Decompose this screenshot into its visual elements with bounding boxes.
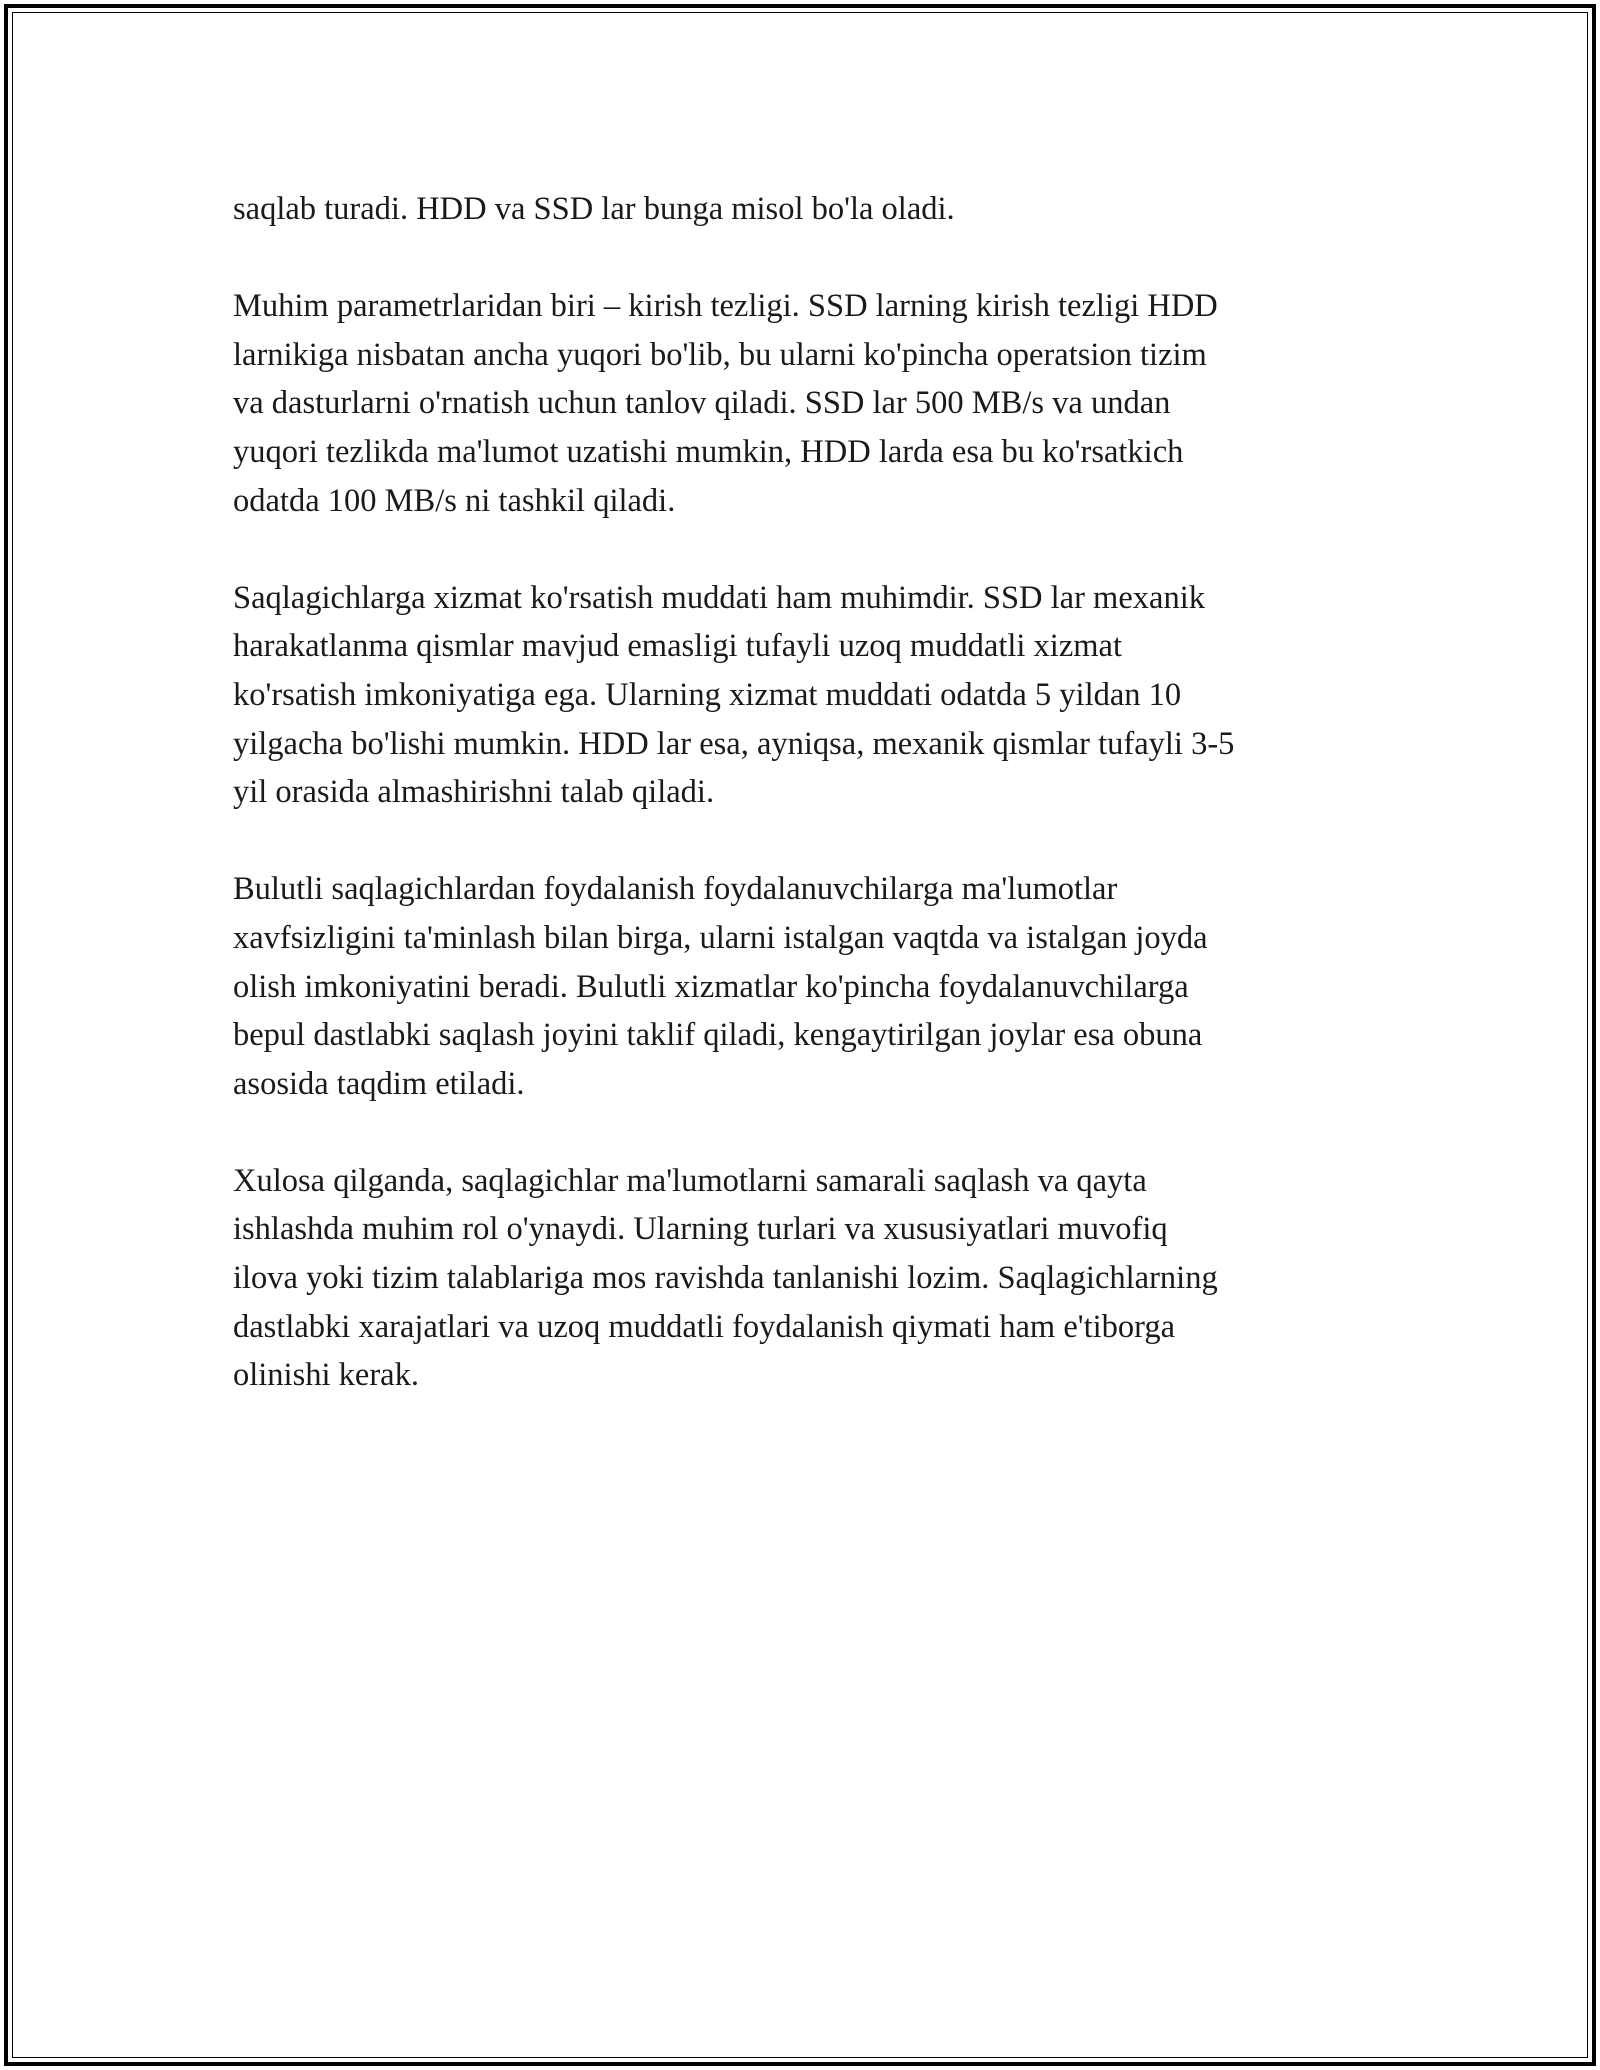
document-body xyxy=(233,185,1378,1448)
paragraph-service-life: Saqlagichlarga xizmat ko'rsatish muddati ham muhimdir. SSD lar mexanik harakatlanma qismlar mavjud emasligi tufayli uzoq muddatli xizmat ko'rsatish imkoniyatiga ega. Ularning xizmat muddati odatda 5 yildan 10 yilgacha bo'lishi mumkin. HDD lar esa, ayniqsa, mexanik qismlar tufayli 3-5 yil orasida almashirishni talab qiladi. xyxy=(233,579,1235,811)
paragraph-cloud-storage: Bulutli saqlagichlardan foydalanish foydalanuvchilarga ma'lumotlar xavfsizligini ta'minlash bilan birga, ularni istalgan vaqtda va istalgan joyda olish imkoniyatini beradi. Bulutli xizmatlar ko'pincha foydalanuvchilarga bepul dastlabki saqlash joyini taklif qiladi, kengaytirilgan joylar esa obuna asosida taqdim etiladi. xyxy=(233,871,1208,1102)
paragraph-continuation: saqlab turadi. HDD va SSD lar bunga misol bo'la oladi. xyxy=(233,191,955,227)
paragraph-access-speed: Muhim parametrlaridan biri – kirish tezligi. SSD larning kirish tezligi HDD larnikiga nisbatan ancha yuqori bo'lib, bu ularni ko'pincha operatsion tizim va dasturlarni o'rnatish uchun tanlov qiladi. SSD lar 500 MB/s va undan yuqori tezlikda ma'lumot uzatishi mumkin, HDD larda esa bu ko'rsatkich odatda 100 MB/s ni tashkil qiladi. xyxy=(233,288,1218,519)
paragraph-conclusion: Xulosa qilganda, saqlagichlar ma'lumotlarni samarali saqlash va qayta ishlashda muhim rol o'ynaydi. Ularning turlari va xususiyatlari muvofiq ilova yoki tizim talablariga mos ravishda tanlanishi lozim. Saqlagichlarning dastlabki xarajatlari va uzoq muddatli foydalanish qiymati ham e'tiborga olinishi kerak. xyxy=(233,1162,1218,1394)
